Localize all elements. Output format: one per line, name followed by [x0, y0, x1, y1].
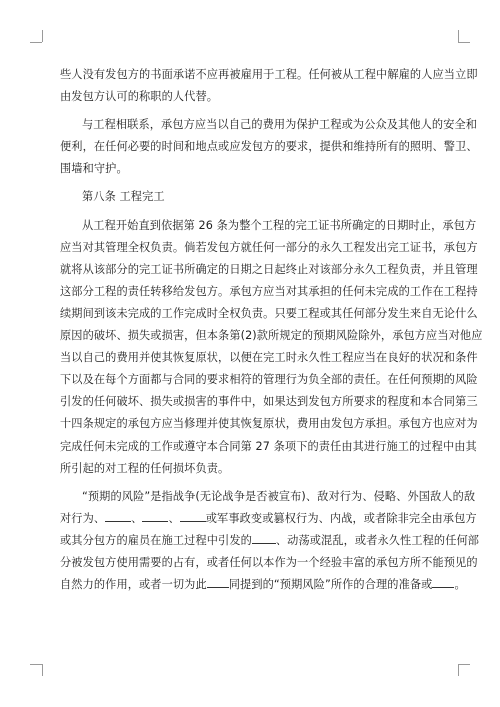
text-segment: 、动荡或混乱，或者永久性工程的任何部 [275, 533, 480, 547]
text-line: 当以自己的费用并使其恢复原状，以便在完工时永久性工程应当在良好的状况和条件 [60, 351, 478, 365]
text-line: 原因的破坏、损失或损害，但本条第(2)款所规定的预期风险除外，承包方应当对他应 [60, 329, 483, 343]
text-line: 下以及在每个方面都与合同的要求相符的管理行为负全部的责任。在任何预期的风险 [60, 373, 478, 387]
paragraph-start: “预期的风险”是指战争(无论战争是否被宣布)、敌对行为、侵略、外国敌人的敌 [82, 489, 476, 503]
text-line [60, 530, 480, 552]
paragraph-start: 与工程相联系，承包方应当以自己的费用为保护工程或为公众及其他人的安全和 [82, 118, 478, 132]
text-line: 续期间到该未完成的工作完成时全权负责。只要工程或其任何部分发生来自无论什么 [60, 306, 478, 320]
text-line: 所引起的对工程的任何损坏负责。 [60, 461, 230, 475]
text-segment: 同提到的“预期风险”所作的合理的准备或 [228, 578, 433, 592]
paragraph-start: 从工程开始直到依据第 26 条为整个工程的完工证书所确定的日期时止，承包方 [82, 218, 477, 232]
text-segment: 。 [454, 578, 466, 592]
crop-mark-bottom-left-v [42, 664, 43, 676]
crop-mark-bottom-right-h [458, 664, 470, 665]
text-line: 些人没有发包方的书面承诺不应再被雇用于工程。任何被从工程中解雇的人应当立即 [60, 68, 478, 81]
text-line: 应当对其管理全权负责。倘若发包方就任何一部分的永久工程发出完工证书，承包方 [60, 240, 478, 254]
text-segment: 或其分包方的雇员在施工过程中引发的 [60, 533, 252, 547]
text-line [60, 574, 466, 596]
text-line: 由发包方认可的称职的人代替。 [60, 90, 219, 104]
fill-in-blank[interactable] [105, 509, 131, 522]
crop-mark-bottom-left-h [30, 664, 42, 665]
section-heading: 第八条 工程完工 [82, 190, 165, 204]
text-line [60, 508, 477, 530]
text-segment: 、 [131, 511, 143, 525]
text-segment: 自然力的作用，或者一切为此 [60, 578, 207, 592]
text-line: 就将从该部分的完工证书所确定的日期之日起终止对该部分永久工程负责，并且管理 [60, 262, 478, 276]
fill-in-blank[interactable] [180, 509, 206, 522]
fill-in-blank[interactable] [432, 575, 454, 588]
text-segment: 对行为、 [60, 511, 106, 525]
document-body [60, 64, 483, 596]
text-line: 便利，在任何必要的时间和地点或应发包方的要求，提供和维持所有的照明、警卫、 [60, 140, 478, 154]
crop-mark-top-left-v [42, 30, 43, 42]
text-segment: 或军事政变或篡权行为、内战，或者除非完全由承包方 [205, 511, 477, 525]
text-line: 引发的任何破坏、损失或损害的事件中，如果达到发包方所要求的程度和本合同第三 [60, 395, 478, 409]
crop-mark-bottom-right-v [458, 664, 459, 676]
fill-in-blank[interactable] [142, 509, 168, 522]
text-line: 十四条规定的承包方应当修理并使其恢复原状，费用由发包方承担。承包方也应对为 [60, 417, 478, 431]
crop-mark-top-right-h [458, 42, 470, 43]
text-segment: 、 [168, 511, 180, 525]
text-line: 围墙和守护。 [60, 162, 128, 176]
text-line: 这部分工程的责任转移给发包方。承包方应当对其承担的任何未完成的工作在工程持 [60, 284, 478, 298]
fill-in-blank[interactable] [207, 575, 229, 588]
crop-mark-top-left-h [30, 42, 42, 43]
text-line: 完成任何未完成的工作或遵守本合同第 27 条项下的责任由其进行施工的过程中由其 [60, 439, 477, 453]
text-line: 分被发包方使用需要的占有，或者任何以本作为一个经验丰富的承包方所不能预见的 [60, 555, 478, 569]
fill-in-blank[interactable] [252, 531, 276, 544]
crop-mark-top-right-v [458, 30, 459, 42]
